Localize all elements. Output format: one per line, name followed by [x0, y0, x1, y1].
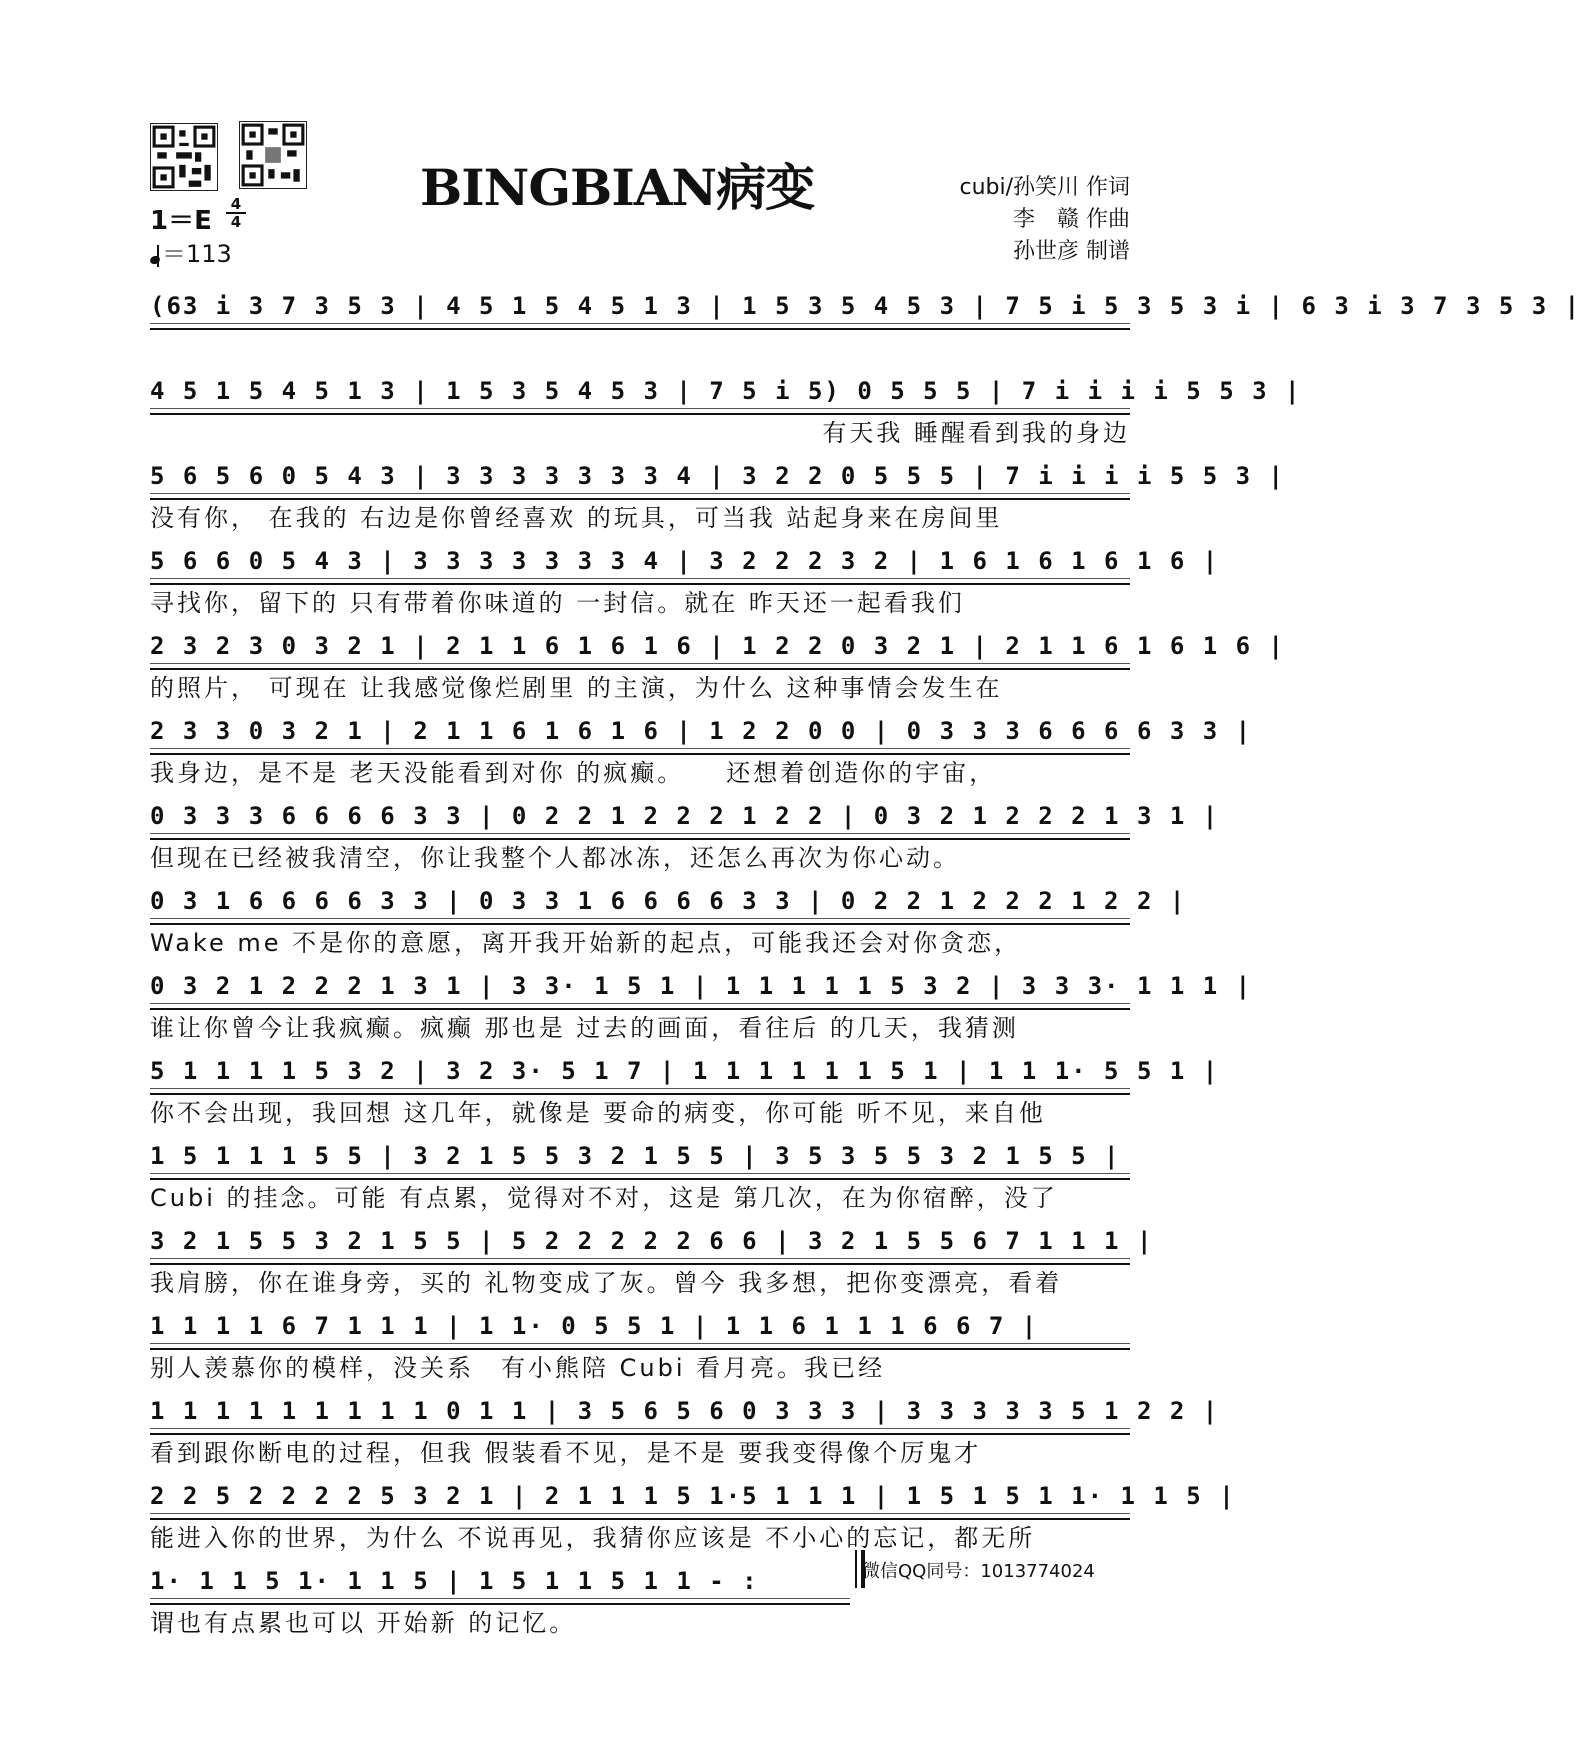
quarter-note-icon	[149, 255, 161, 266]
lyric-line: 但现在已经被我清空，你让我整个人都冰冻，还怎么再次为你心动。	[150, 844, 960, 872]
lyric-line: Wake me 不是你的意愿，离开我开始新的起点，可能我还会对你贪恋，	[150, 929, 1022, 957]
lyric-line: 我身边，是不是 老天没能看到对你 的疯癫。 还想着创造你的宇宙，	[150, 759, 997, 787]
notation-line: 1 5 1 1 1 5 5 | 3 2 1 5 5 3 2 1 5 5 | 3 5 3 5 5 3 2 1 5 5 |	[150, 1138, 1130, 1180]
composer-credit: 李 赣 作曲	[1013, 207, 1130, 232]
notation-line: 1 1 1 1 1 1 1 1 1 0 1 1 | 3 5 6 5 6 0 3 3 3 | 3 3 3 3 3 5 1 2 2 |	[150, 1393, 1130, 1435]
lyric-line: 寻找你，留下的 只有带着你味道的 一封信。就在 昨天还一起看我们	[150, 589, 965, 617]
system-15	[150, 1478, 1236, 1563]
contact-info: 微信QQ同号：1013774024	[862, 1561, 1095, 1582]
notation-line: 2 3 3 0 3 2 1 | 2 1 1 6 1 6 1 6 | 1 2 2 0 0 | 0 3 3 3 6 6 6 6 3 3 |	[150, 713, 1130, 755]
key-signature: 1＝E	[150, 206, 212, 236]
lyric-line: 谁让你曾今让我疯癫。疯癫 那也是 过去的画面，看往后 的几天，我猜测	[150, 1014, 1019, 1042]
time-signature-bottom: 4	[226, 212, 246, 230]
system-14	[150, 1393, 1220, 1478]
score-systems	[150, 288, 1581, 1648]
notation-line: 5 1 1 1 1 5 3 2 | 3 2 3· 5 1 7 | 1 1 1 1 1 1 5 1 | 1 1 1· 5 5 1 |	[150, 1053, 1130, 1095]
notation-line: 1· 1 1 5 1· 1 1 5 | 1 5 1 1 5 1 1 - :	[150, 1563, 850, 1605]
notation-line: 0 3 2 1 2 2 2 1 3 1 | 3 3· 1 5 1 | 1 1 1 1 1 5 3 2 | 3 3 3· 1 1 1 |	[150, 968, 1130, 1010]
qr-code-icon	[151, 124, 217, 190]
notation-line: 1 1 1 1 6 7 1 1 1 | 1 1· 0 5 5 1 | 1 1 6 1 1 1 6 6 7 |	[150, 1308, 1130, 1350]
qr-code-left	[150, 123, 218, 191]
system-12	[150, 1223, 1154, 1308]
lyricist-credit: cubi/孙笑川 作词	[959, 175, 1130, 200]
notation-line: 4 5 1 5 4 5 1 3 | 1 5 3 5 4 5 3 | 7 5 i 5) 0 5 5 5 | 7 i i i i 5 5 3 |	[150, 373, 1130, 415]
lyric-line: 能进入你的世界，为什么 不说再见，我猜你应该是 不小心的忘记，都无所	[150, 1524, 1036, 1552]
qr-code-right	[239, 121, 307, 189]
notation-line: (63 i 3 7 3 5 3 | 4 5 1 5 4 5 1 3 | 1 5 3 5 4 5 3 | 7 5 i 5 3 5 3 i | 6 3 i 3 7 3 5 3 |	[150, 288, 1130, 330]
lyric-line: 我肩膀，你在谁身旁，买的 礼物变成了灰。曾今 我多想，把你变漂亮，看着	[150, 1269, 1063, 1297]
lyric-line: 的照片， 可现在 让我感觉像烂剧里 的主演，为什么 这种事情会发生在	[150, 674, 1003, 702]
lyric-line: 你不会出现，我回想 这几年，就像是 要命的病变，你可能 听不见，来自他	[150, 1099, 1046, 1127]
lyric-line: 有天我 睡醒看到我的身边	[822, 419, 1130, 447]
notation-line: 0 3 1 6 6 6 6 3 3 | 0 3 3 1 6 6 6 6 3 3 | 0 2 2 1 2 2 2 1 2 2 |	[150, 883, 1130, 925]
note-stem-icon	[157, 245, 159, 267]
qr-code-icon	[240, 122, 306, 188]
notation-line: 5 6 5 6 0 5 4 3 | 3 3 3 3 3 3 3 4 | 3 2 2 0 5 5 5 | 7 i i i i 5 5 3 |	[150, 458, 1130, 500]
system-3	[150, 458, 1285, 543]
time-signature-top: 4	[230, 195, 242, 213]
system-2	[150, 373, 1302, 458]
system-13	[150, 1308, 1130, 1393]
notation-line: 2 2 5 2 2 2 2 5 3 2 1 | 2 1 1 1 5 1·5 1 1 1 | 1 5 1 5 1 1· 1 1 5 |	[150, 1478, 1130, 1520]
tempo-value: ＝113	[162, 240, 232, 268]
lyric-line: Cubi 的挂念。可能 有点累，觉得对不对，这是 第几次，在为你宿醉，没了	[150, 1184, 1058, 1212]
lyric-line: 没有你， 在我的 右边是你曾经喜欢 的玩具，可当我 站起身来在房间里	[150, 504, 1003, 532]
notation-line: 5 6 6 0 5 4 3 | 3 3 3 3 3 3 3 4 | 3 2 2 2 3 2 | 1 6 1 6 1 6 1 6 |	[150, 543, 1130, 585]
system-4	[150, 543, 1220, 628]
notation-line: 2 3 2 3 0 3 2 1 | 2 1 1 6 1 6 1 6 | 1 2 2 0 3 2 1 | 2 1 1 6 1 6 1 6 |	[150, 628, 1130, 670]
system-10	[150, 1053, 1220, 1138]
system-11	[150, 1138, 1130, 1223]
lyric-line: 别人羡慕你的模样，没关系 有小熊陪 Cubi 看月亮。我已经	[150, 1354, 886, 1382]
tempo-marking	[150, 234, 232, 269]
system-9	[150, 968, 1253, 1053]
arranger-credit: 孙世彦 制谱	[1013, 239, 1130, 264]
notation-line: 3 2 1 5 5 3 2 1 5 5 | 5 2 2 2 2 2 6 6 | 3 2 1 5 5 6 7 1 1 1 |	[150, 1223, 1130, 1265]
system-1	[150, 288, 1581, 373]
lyric-line: 谓也有点累也可以 开始新 的记忆。	[150, 1609, 577, 1637]
system-6	[150, 713, 1253, 798]
song-title: BINGBIAN病变	[420, 158, 815, 217]
system-5	[150, 628, 1285, 713]
notation-line: 0 3 3 3 6 6 6 6 3 3 | 0 2 2 1 2 2 2 1 2 2 | 0 3 2 1 2 2 2 1 3 1 |	[150, 798, 1130, 840]
lyric-line: 看到跟你断电的过程，但我 假装看不见，是不是 要我变得像个厉鬼才	[150, 1439, 982, 1467]
time-signature	[226, 196, 246, 230]
system-7	[150, 798, 1220, 883]
credits-block	[910, 172, 1130, 268]
system-8	[150, 883, 1187, 968]
